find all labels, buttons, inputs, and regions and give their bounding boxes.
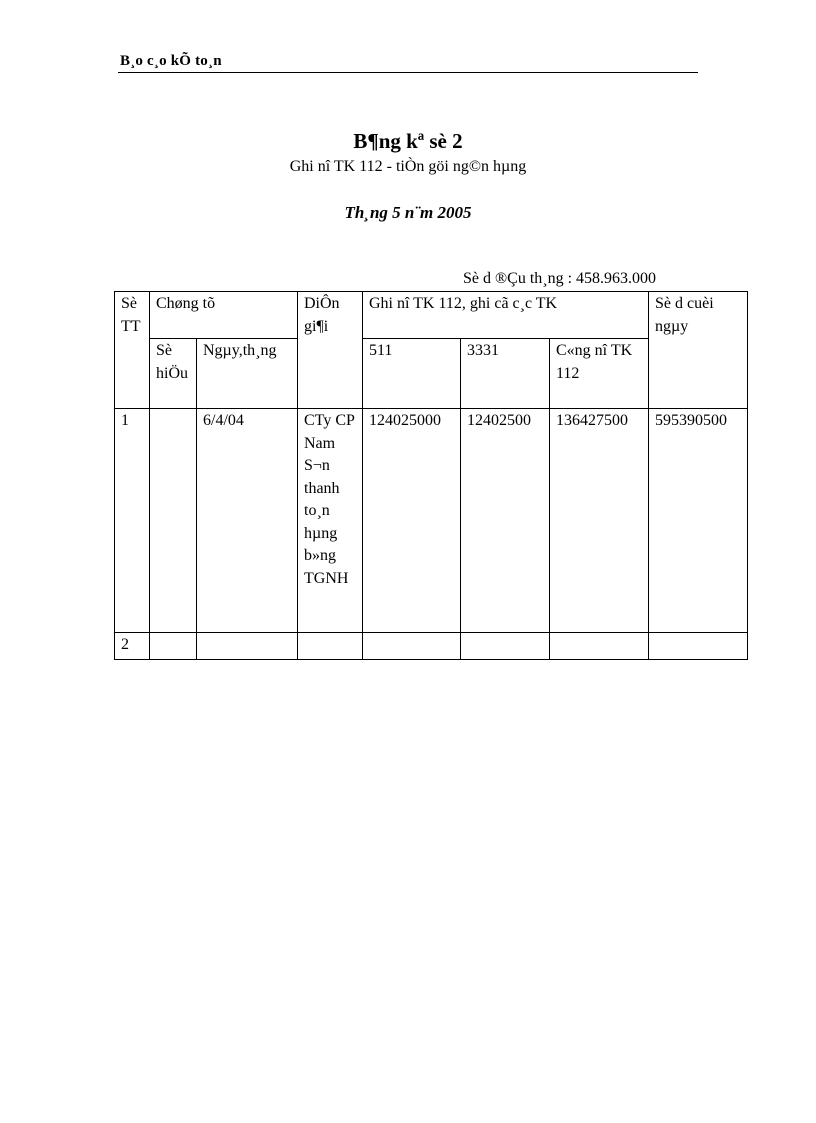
table-row (115, 633, 748, 660)
opening-balance (463, 270, 656, 288)
table-row (115, 409, 748, 633)
header-ngay-thang: Ngµy,th¸ng (197, 339, 298, 409)
cell-stt: 1 (115, 409, 150, 633)
header-so-hieu: Sè hiÖu (150, 339, 197, 409)
opening-balance-label: Sè d ®Çu th¸ng : (463, 270, 573, 287)
cell-3331: 12402500 (461, 409, 550, 633)
cell-dien-giai (298, 633, 363, 660)
opening-balance-value: 458.963.000 (576, 270, 657, 287)
header-ghi-no: Ghi nî TK 112, ghi cã c¸c TK (363, 292, 649, 339)
cell-dien-giai: CTy CP Nam S¬n thanh to¸n hµng b»ng TGNH (298, 409, 363, 633)
cell-ngay-thang (197, 633, 298, 660)
report-period: Th¸ng 5 n¨m 2005 (344, 203, 472, 222)
cell-so-hieu (150, 409, 197, 633)
header-511: 511 (363, 339, 461, 409)
page-header (118, 52, 698, 73)
cell-3331 (461, 633, 550, 660)
cell-511 (363, 633, 461, 660)
cell-511: 124025000 (363, 409, 461, 633)
cell-ngay-thang: 6/4/04 (197, 409, 298, 633)
cell-so-du-cuoi: 595390500 (649, 409, 748, 633)
report-name: B¸o c¸o kÕ to¸n (120, 53, 222, 69)
document-subtitle: Ghi nî TK 112 - tiÒn göi ng©n hµng (289, 158, 527, 175)
cell-so-du-cuoi (649, 633, 748, 660)
document-title: B¶ng kª sè 2 (353, 129, 463, 153)
cell-so-hieu (150, 633, 197, 660)
header-dien-giai: DiÔn gi¶i (298, 292, 363, 409)
ledger-table (114, 291, 748, 660)
cell-stt: 2 (115, 633, 150, 660)
cell-cong-no: 136427500 (550, 409, 649, 633)
header-row-1 (115, 292, 748, 339)
header-so-du-cuoi: Sè d cuèi ngµy (649, 292, 748, 409)
header-3331: 3331 (461, 339, 550, 409)
header-cong-no: C«ng nî TK 112 (550, 339, 649, 409)
cell-cong-no (550, 633, 649, 660)
header-chung-tu: Chøng tõ (150, 292, 298, 339)
header-stt: Sè TT (115, 292, 150, 409)
